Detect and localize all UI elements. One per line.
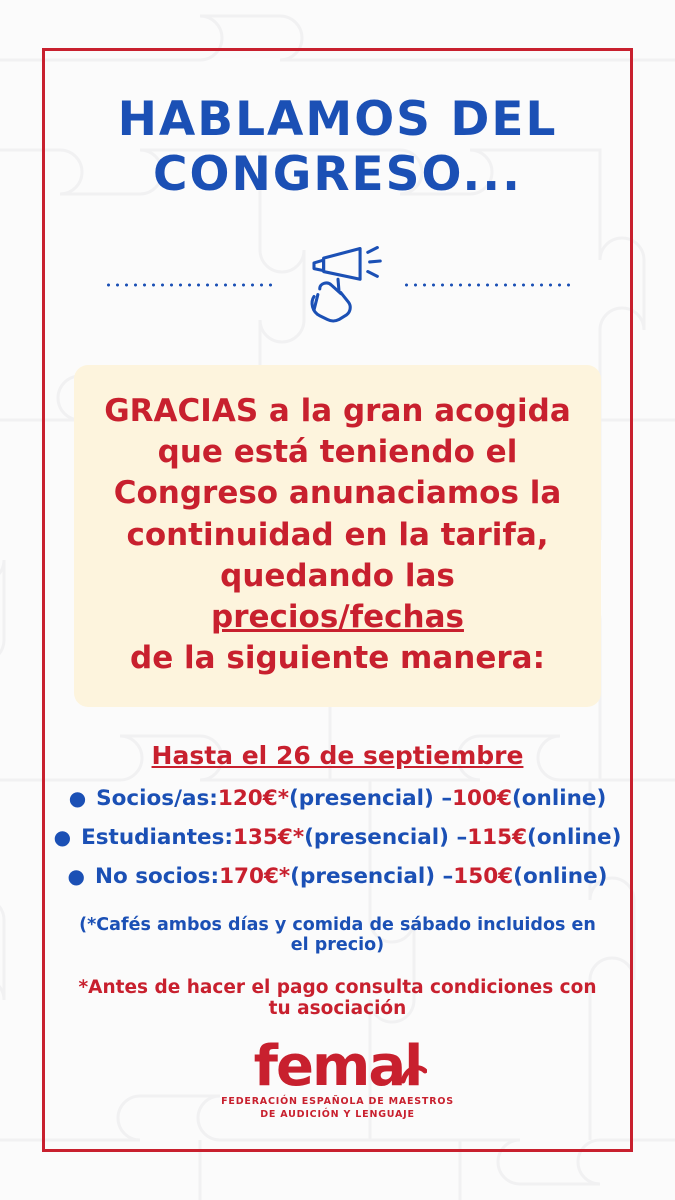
bullet-icon: ● xyxy=(68,786,87,811)
price-presencial-tag: (presencial) – xyxy=(288,786,453,812)
price-online-tag: (online) xyxy=(527,825,622,851)
page-title: HABLAMOS DEL CONGRESO... xyxy=(117,92,558,203)
price-asterisk: * xyxy=(277,786,289,812)
highlight-line-5-prefix: quedando las xyxy=(220,557,455,594)
highlight-line-5-underlined: precios/fechas xyxy=(211,599,464,635)
highlight-line-1: GRACIAS a la gran acogida xyxy=(104,392,571,429)
dotted-line-left xyxy=(104,283,274,287)
list-item xyxy=(53,825,622,851)
bullet-icon: ● xyxy=(53,825,72,850)
highlight-text xyxy=(92,391,583,680)
list-item xyxy=(68,786,607,812)
price-presencial-amount: 170€ xyxy=(219,864,279,890)
footnote-cafes: (*Cafés ambos días y comida de sábado incluidos en el precio) xyxy=(79,915,596,956)
price-label: Estudiantes: xyxy=(81,825,233,851)
bullet-icon: ● xyxy=(67,864,85,889)
price-online-amount: 150€ xyxy=(453,864,514,890)
list-item xyxy=(67,864,608,890)
price-list xyxy=(53,786,622,903)
footnote-conditions: *Antes de hacer el pago consulta condiciones con tu asociación xyxy=(78,977,597,1020)
price-presencial-tag: (presencial) – xyxy=(304,825,468,851)
highlight-line-3: Congreso anunaciamos la xyxy=(113,475,562,512)
poster-content xyxy=(54,60,621,1140)
highlight-line-2: que está teniendo el xyxy=(157,434,518,471)
highlight-line-6: de la siguiente manera: xyxy=(130,640,545,677)
price-label: No socios: xyxy=(94,864,220,890)
logo-subtitle-line-2: DE AUDICIÓN Y LENGUAJE xyxy=(260,1109,415,1121)
highlight-box xyxy=(74,365,601,708)
price-presencial-tag: (presencial) – xyxy=(290,864,454,890)
femal-logo xyxy=(221,1034,454,1122)
price-online-tag: (online) xyxy=(513,864,608,890)
price-online-amount: 100€ xyxy=(452,786,512,812)
logo-wordmark xyxy=(253,1034,422,1100)
deadline-subheading: Hasta el 26 de septiembre xyxy=(151,741,524,771)
price-presencial-amount: 135€ xyxy=(232,825,293,851)
logo-swoosh-icon xyxy=(401,1063,427,1085)
logo-subtitle xyxy=(221,1096,454,1122)
price-asterisk: * xyxy=(278,864,291,890)
megaphone-icon xyxy=(284,237,392,333)
logo-wordmark-text: femal xyxy=(253,1034,422,1100)
highlight-line-4: continuidad en la tarifa, xyxy=(126,516,549,553)
price-asterisk: * xyxy=(292,825,305,851)
price-online-amount: 115€ xyxy=(467,825,528,851)
dotted-line-right xyxy=(402,283,572,287)
logo-subtitle-line-1: FEDERACIÓN ESPAÑOLA DE MAESTROS xyxy=(221,1096,454,1108)
price-online-tag: (online) xyxy=(511,786,607,812)
divider-with-icon xyxy=(74,237,601,333)
price-presencial-amount: 120€ xyxy=(217,786,278,812)
price-label: Socios/as: xyxy=(96,786,218,812)
